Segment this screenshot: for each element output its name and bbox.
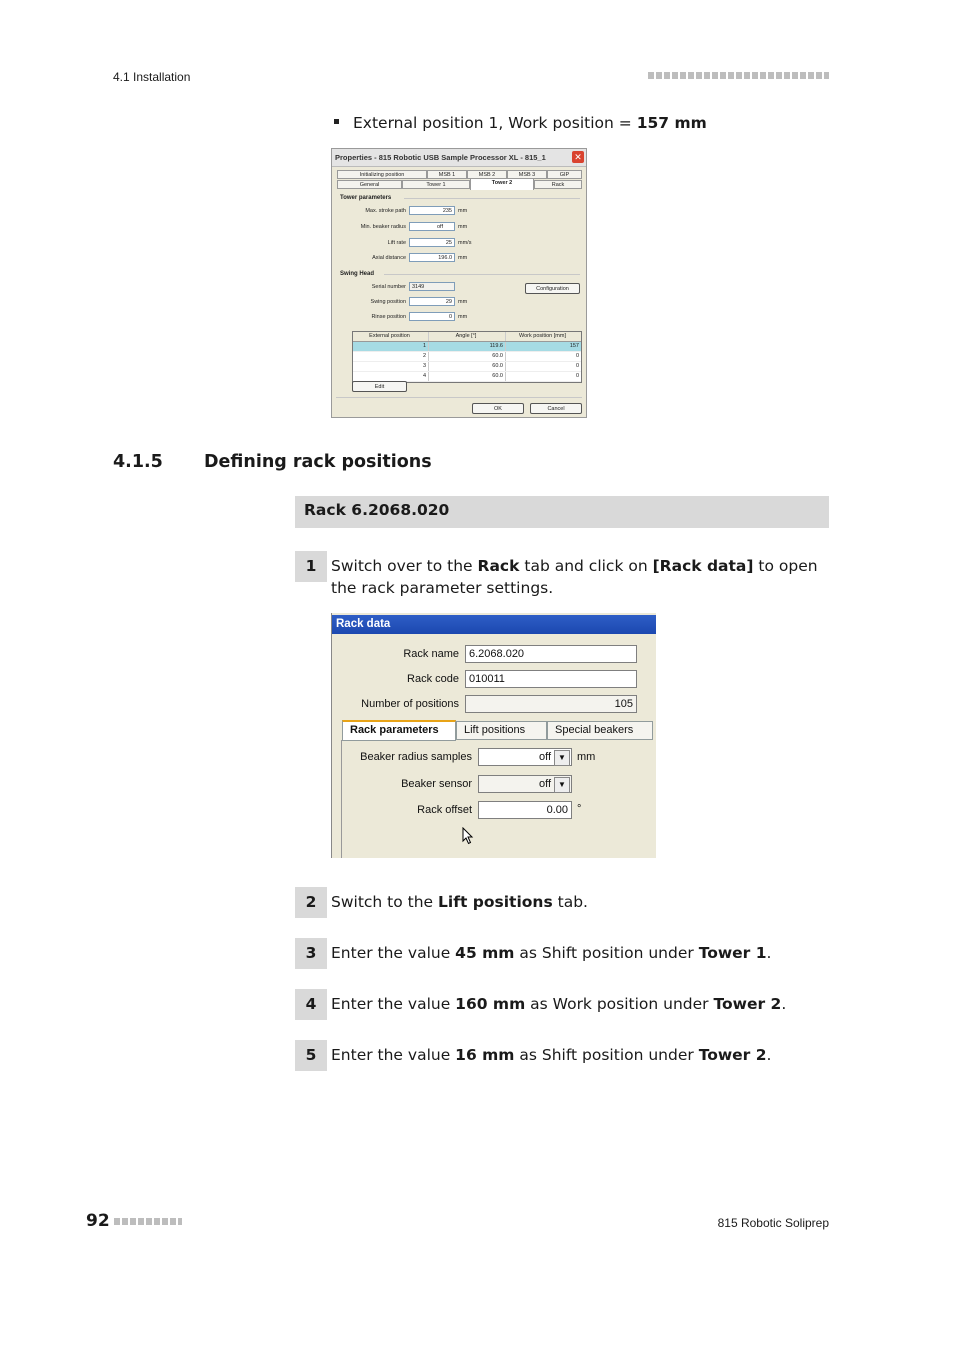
rinse-position-input[interactable]: 0 [409, 312, 455, 321]
bullet-item: External position 1, Work position = 157 mm [334, 114, 707, 132]
unit: mm/s [458, 240, 472, 246]
tab-msb1[interactable]: MSB 1 [427, 170, 467, 179]
table-cell: 0 [575, 363, 579, 369]
tab-rack-parameters[interactable]: Rack parameters [342, 720, 456, 741]
min-beaker-label: Min. beaker radius [360, 224, 406, 230]
table-header [353, 332, 581, 342]
step-text: Enter the value 45 mm as Shift position under Tower 1. [331, 944, 772, 962]
step-number: 1 [295, 551, 327, 582]
running-header: 4.1 Installation [113, 70, 191, 84]
table-cell: 1 [353, 342, 429, 351]
rinse-position-label: Rinse position [371, 314, 406, 320]
beaker-sensor-label: Beaker sensor [401, 778, 472, 790]
swing-head-heading: Swing Head [340, 271, 375, 277]
table-cell: 0 [575, 353, 579, 359]
tab-special-beakers[interactable]: Special beakers [547, 721, 653, 740]
properties-dialog [331, 148, 587, 418]
unit: mm [577, 751, 596, 763]
step-text: Switch over to the Rack tab and click on [Rack data] to open the rack parameter settings. [331, 557, 818, 597]
max-stroke-label: Max. stroke path [365, 208, 406, 214]
unit: mm [458, 314, 468, 320]
num-positions-field: 105 [465, 695, 637, 713]
axial-distance-input[interactable]: 196.0 [409, 253, 455, 262]
tab-rack[interactable]: Rack [534, 180, 582, 189]
max-stroke-input[interactable]: 235 [409, 206, 455, 215]
chevron-down-icon[interactable]: ▼ [554, 777, 570, 793]
table-cell: 0 [575, 373, 579, 379]
table-row[interactable] [353, 352, 581, 362]
table-cell: 2 [353, 352, 429, 361]
serial-number-label: Serial number [371, 284, 406, 290]
positions-table [352, 331, 582, 383]
table-cell: 60.0 [429, 362, 506, 371]
tab-gip[interactable]: GIP [547, 170, 582, 179]
table-row[interactable] [353, 342, 581, 352]
rack-code-label: Rack code [407, 673, 459, 685]
step-number: 2 [295, 887, 327, 918]
close-icon[interactable]: ✕ [572, 151, 584, 163]
configuration-button[interactable]: Configuration [525, 283, 580, 294]
bullet-marker [334, 119, 339, 124]
table-cell: 119.6 [429, 342, 506, 351]
unit: mm [458, 255, 468, 261]
mouse-cursor-icon [462, 827, 474, 845]
chevron-down-icon[interactable]: ▼ [554, 750, 570, 766]
tab-initializing-position[interactable]: Initializing position [337, 170, 427, 179]
step-number: 5 [295, 1040, 327, 1071]
step-number: 3 [295, 938, 327, 969]
swing-position-label: Swing position [370, 299, 406, 305]
column-header[interactable]: Work position [mm] [519, 333, 566, 339]
tab-panel-border [341, 740, 342, 858]
column-header[interactable]: External position [353, 332, 429, 341]
rack-data-titlebar [332, 615, 656, 634]
tab-tower1[interactable]: Tower 1 [402, 180, 470, 189]
step-text: Enter the value 16 mm as Shift position under Tower 2. [331, 1046, 772, 1064]
beaker-radius-select[interactable]: off ▼ [478, 748, 572, 766]
rack-data-title: Rack data [336, 618, 391, 630]
rack-heading: Rack 6.2068.020 [304, 501, 450, 519]
tab-msb2[interactable]: MSB 2 [467, 170, 507, 179]
table-cell: 60.0 [429, 372, 506, 381]
tab-msb3[interactable]: MSB 3 [507, 170, 547, 179]
rack-code-input[interactable]: 010011 [465, 670, 637, 688]
step-text: Switch to the Lift positions tab. [331, 893, 588, 911]
serial-number-field: 3149 [409, 282, 455, 291]
section-number: 4.1.5 [113, 452, 163, 472]
divider [404, 198, 580, 199]
cancel-button[interactable]: Cancel [530, 403, 582, 414]
ok-button[interactable]: OK [472, 403, 524, 414]
axial-distance-label: Axial distance [372, 255, 406, 261]
rack-name-label: Rack name [403, 648, 459, 660]
unit: mm [458, 299, 468, 305]
unit: mm [458, 224, 468, 230]
tab-tower2[interactable]: Tower 2 [470, 178, 534, 190]
step-text: Enter the value 160 mm as Work position under Tower 2. [331, 995, 787, 1013]
lift-rate-label: Lift rate [387, 240, 406, 246]
edit-button[interactable]: Edit [352, 381, 407, 392]
num-positions-label: Number of positions [361, 698, 459, 710]
footer-decoration [114, 1218, 182, 1225]
properties-titlebar [332, 149, 586, 167]
properties-title: Properties - 815 Robotic USB Sample Processor XL - 815_1 [335, 153, 546, 162]
rack-heading-box [295, 496, 829, 528]
rack-data-dialog [331, 613, 656, 858]
tab-lift-positions[interactable]: Lift positions [456, 721, 547, 740]
beaker-radius-label: Beaker radius samples [360, 751, 472, 763]
column-header[interactable]: Angle [°] [429, 332, 506, 341]
table-cell: 60.0 [429, 352, 506, 361]
min-beaker-select[interactable]: off [409, 222, 455, 231]
swing-position-input[interactable]: 29 [409, 297, 455, 306]
unit: ° [577, 803, 582, 815]
product-name: 815 Robotic Soliprep [717, 1216, 829, 1230]
divider [384, 274, 580, 275]
section-title: Defining rack positions [204, 452, 432, 472]
table-cell: 157 [569, 343, 579, 349]
table-cell: 3 [353, 362, 429, 371]
table-cell: 4 [353, 372, 429, 381]
header-decoration [648, 72, 829, 79]
rack-name-input[interactable]: 6.2068.020 [465, 645, 637, 663]
beaker-sensor-select[interactable]: off ▼ [478, 775, 572, 793]
page-number: 92 [86, 1211, 110, 1231]
unit: mm [458, 208, 468, 214]
tower-params-heading: Tower parameters [340, 195, 392, 201]
step-number: 4 [295, 989, 327, 1020]
lift-rate-input[interactable]: 25 [409, 238, 455, 247]
table-row[interactable] [353, 362, 581, 372]
tab-general[interactable]: General [337, 180, 402, 189]
rack-offset-label: Rack offset [417, 804, 472, 816]
divider [336, 397, 582, 398]
rack-offset-input[interactable]: 0.00 [478, 801, 572, 819]
